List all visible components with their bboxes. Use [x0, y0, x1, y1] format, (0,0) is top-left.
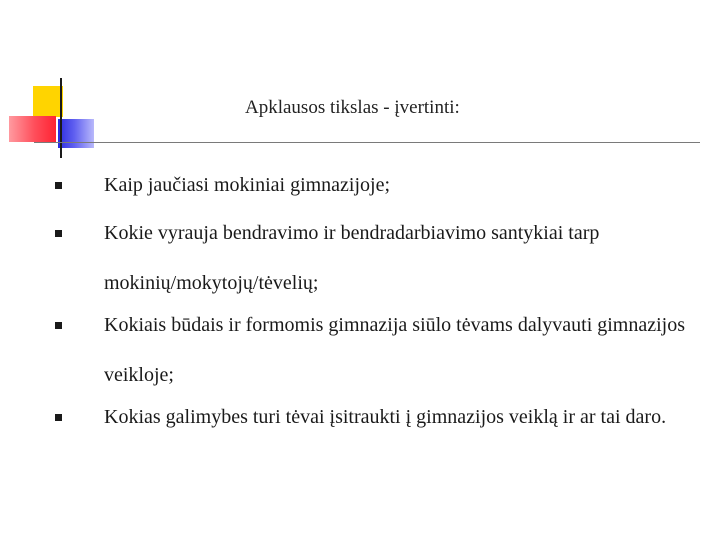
- horizontal-line: [34, 142, 700, 143]
- blue-square: [58, 119, 94, 148]
- list-item: Kokie vyrauja bendravimo ir bendradarbiavimo santykiai tarp mokinių/mokytojų/tėvelių;: [104, 222, 600, 294]
- list-item: Kokiais būdais ir formomis gimnazija siūlo tėvams dalyvauti gimnazijos veikloje;: [104, 314, 686, 386]
- bullet-icon: [55, 414, 62, 421]
- bullet-icon: [55, 182, 62, 189]
- vertical-line: [60, 78, 62, 158]
- slide-decoration: [0, 0, 720, 170]
- bullet-icon: [55, 230, 62, 237]
- red-square: [9, 116, 56, 142]
- slide-title: Apklausos tikslas - įvertinti:: [245, 97, 460, 118]
- list-item: Kokias galimybes turi tėvai įsitraukti į gimnazijos veiklą ir ar tai daro.: [104, 406, 667, 428]
- list-item: Kaip jaučiasi mokiniai gimnazijoje;: [104, 174, 391, 196]
- yellow-square: [33, 86, 63, 117]
- bullet-icon: [55, 322, 62, 329]
